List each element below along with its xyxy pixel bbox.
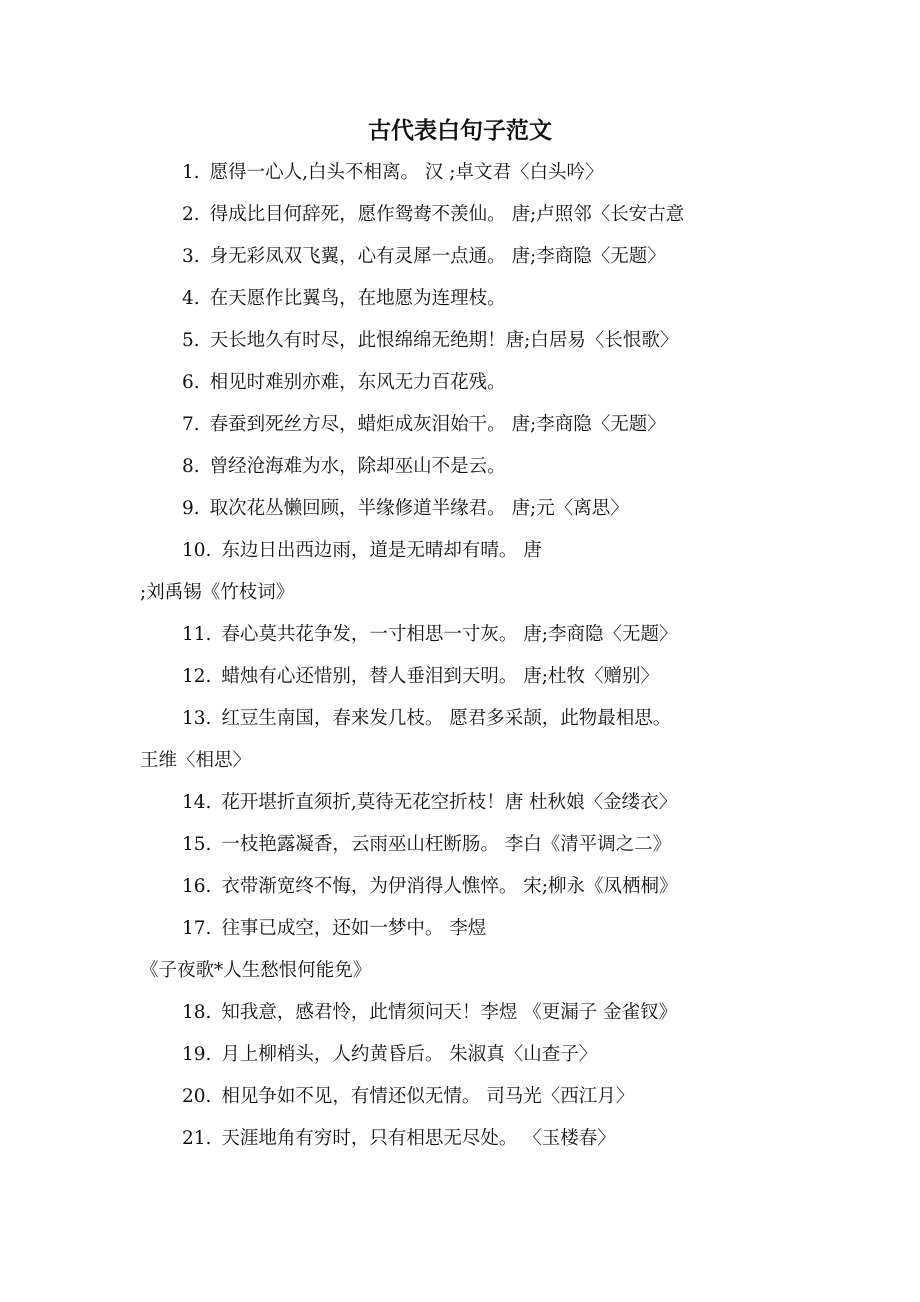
item-number: 21. — [182, 1128, 212, 1149]
item-text: 红豆生南国，春来发几枝。 愿君多采颉，此物最相思。 — [221, 708, 672, 729]
item-number: 3. — [182, 246, 200, 267]
item-text: 花开堪折直须折,莫待无花空折枝！唐 杜秋娘〈金缕衣〉 — [221, 792, 678, 813]
item-number: 10. — [182, 540, 212, 561]
list-item — [140, 278, 900, 320]
list-item — [140, 236, 900, 278]
list-item — [140, 488, 900, 530]
item-text: 取次花丛懒回顾，半缘修道半缘君。 唐;元〈离思〉 — [209, 498, 629, 519]
list-item-line — [140, 866, 900, 908]
item-number: 15. — [182, 834, 212, 855]
quote-list — [140, 152, 900, 1160]
list-item-line — [140, 698, 900, 740]
list-item-line — [140, 404, 900, 446]
list-item-line — [140, 992, 900, 1034]
item-text: 愿得一心人,白头不相离。 汉 ;卓文君〈白头吟〉 — [209, 162, 604, 183]
item-text: 相见争如不见，有情还似无情。 司马光〈西江月〉 — [221, 1086, 635, 1107]
list-item — [140, 614, 900, 656]
list-item — [140, 404, 900, 446]
list-item-line — [140, 320, 900, 362]
item-text: 往事已成空，还如一梦中。 李煜 — [221, 918, 487, 939]
list-item — [140, 1118, 900, 1160]
list-item — [140, 362, 900, 404]
item-number: 5. — [182, 330, 200, 351]
list-item-line — [140, 908, 900, 950]
item-text: 天长地久有时尽，此恨绵绵无绝期！唐;白居易〈长恨歌〉 — [209, 330, 679, 351]
item-text-continuation: 《子夜歌*人生愁恨何能免》 — [140, 960, 372, 981]
item-text: 身无彩凤双飞翼，心有灵犀一点通。 唐;李商隐〈无题〉 — [209, 246, 666, 267]
item-text: 春心莫共花争发，一寸相思一寸灰。 唐;李商隐〈无题〉 — [221, 624, 678, 645]
list-item-line — [140, 824, 900, 866]
list-item-line — [140, 236, 900, 278]
list-item — [140, 320, 900, 362]
item-number: 19. — [182, 1044, 212, 1065]
list-item — [140, 992, 900, 1034]
item-text: 月上柳梢头，人约黄昏后。 朱淑真〈山查子〉 — [221, 1044, 598, 1065]
item-number: 2. — [182, 204, 200, 225]
list-item — [140, 824, 900, 866]
list-item — [140, 782, 900, 824]
list-item — [140, 530, 900, 614]
item-number: 9. — [182, 498, 200, 519]
list-item — [140, 1034, 900, 1076]
item-text: 蜡烛有心还惜别，替人垂泪到天明。 唐;杜牧〈赠别〉 — [221, 666, 660, 687]
list-item-line — [140, 656, 900, 698]
item-number: 12. — [182, 666, 212, 687]
item-number: 16. — [182, 876, 212, 897]
item-number: 18. — [182, 1002, 212, 1023]
list-item-line — [140, 530, 900, 572]
item-text: 天涯地角有穷时，只有相思无尽处。 〈玉楼春〉 — [221, 1128, 616, 1149]
list-item-line — [140, 194, 900, 236]
list-item — [140, 152, 900, 194]
item-number: 13. — [182, 708, 212, 729]
list-item — [140, 866, 900, 908]
list-item-line — [140, 1034, 900, 1076]
list-item-line — [140, 1118, 900, 1160]
item-number: 14. — [182, 792, 212, 813]
list-item — [140, 1076, 900, 1118]
list-item-line — [140, 152, 900, 194]
list-item — [140, 446, 900, 488]
item-number: 7. — [182, 414, 200, 435]
item-text: 一枝艳露凝香，云雨巫山枉断肠。 李白《清平调之二》 — [221, 834, 672, 855]
list-item — [140, 908, 900, 992]
item-text: 得成比目何辞死，愿作鸳鸯不羡仙。 唐;卢照邻〈长安古意 — [209, 204, 685, 225]
item-number: 8. — [182, 456, 200, 477]
list-item-line — [140, 278, 900, 320]
item-number: 20. — [182, 1086, 212, 1107]
item-text-continuation: 王维〈相思〉 — [140, 750, 252, 771]
item-text: 衣带渐宽终不悔，为伊消得人憔悴。 宋;柳永《凤栖桐》 — [221, 876, 678, 897]
item-text: 在天愿作比翼鸟，在地愿为连理枝。 — [209, 288, 506, 309]
list-item — [140, 698, 900, 782]
list-item-line — [140, 614, 900, 656]
item-text: 东边日出西边雨，道是无晴却有晴。 唐 — [221, 540, 542, 561]
item-number: 4. — [182, 288, 200, 309]
item-text: 相见时难别亦难，东风无力百花残。 — [209, 372, 506, 393]
item-number: 11. — [182, 624, 212, 645]
list-item-line — [140, 446, 900, 488]
item-number: 1. — [182, 162, 200, 183]
list-item — [140, 656, 900, 698]
item-text: 曾经沧海难为水，除却巫山不是云。 — [209, 456, 506, 477]
list-item-line — [140, 782, 900, 824]
item-text: 春蚕到死丝方尽，蜡炬成灰泪始干。 唐;李商隐〈无题〉 — [209, 414, 666, 435]
list-item — [140, 194, 900, 236]
list-item-line — [140, 1076, 900, 1118]
item-text: 知我意，感君怜，此情须问天！李煜 《更漏子 金雀钗》 — [221, 1002, 678, 1023]
document-title: 古代表白句子范文 — [368, 118, 552, 144]
list-item-line — [140, 362, 900, 404]
item-text-continuation: ;刘禹锡《竹枝词》 — [140, 582, 295, 603]
list-item-line — [140, 488, 900, 530]
item-number: 17. — [182, 918, 212, 939]
item-number: 6. — [182, 372, 200, 393]
